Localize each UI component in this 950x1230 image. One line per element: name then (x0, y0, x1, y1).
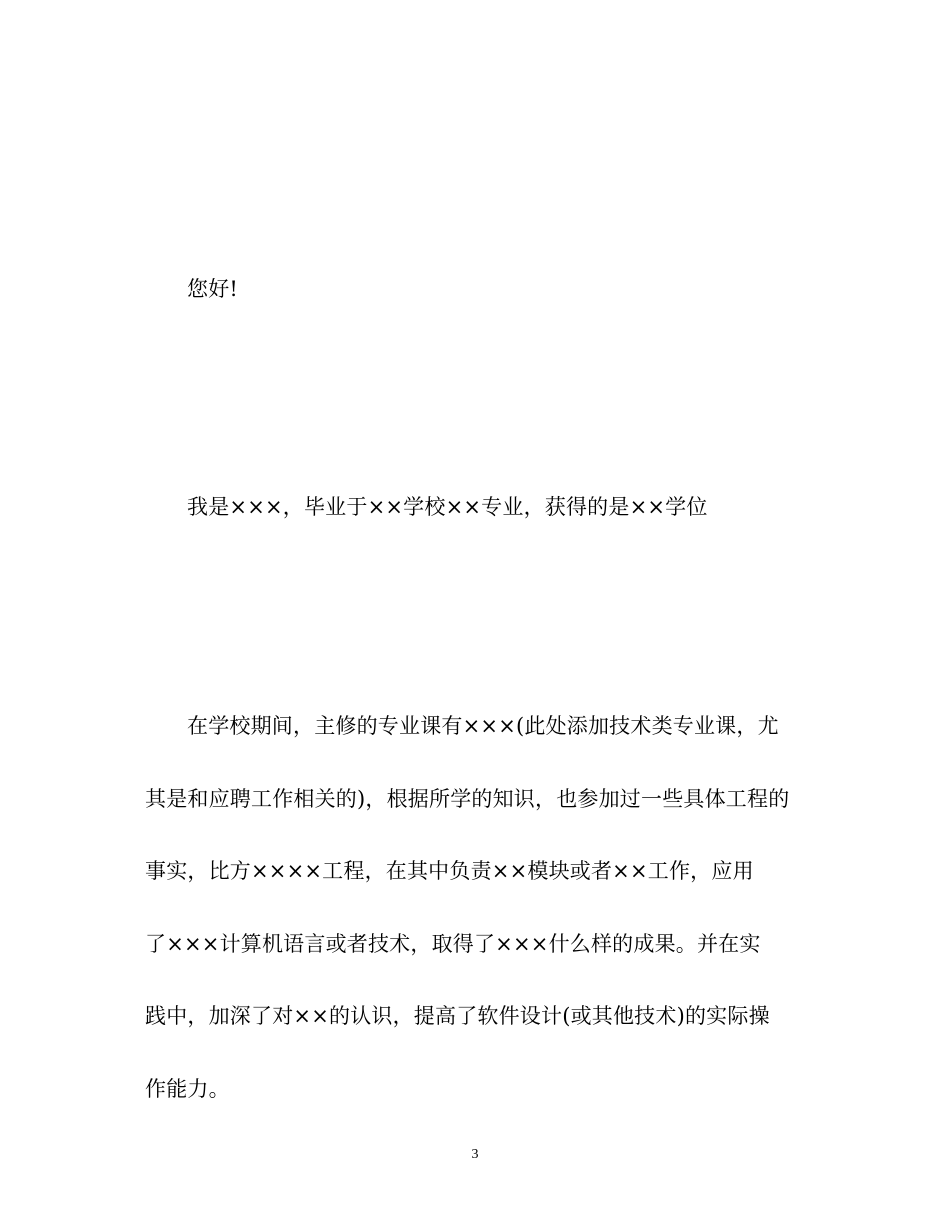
body-line-2: 其是和应聘工作相关的)，根据所学的知识，也参加过一些具体工程的 (145, 787, 790, 811)
greeting-line: 您好! (187, 277, 239, 301)
body-line-3: 事实，比方××××工程，在其中负责××模块或者××工作，应用 (145, 859, 754, 883)
page-number: 3 (471, 1147, 479, 1162)
body-line-4: 了×××计算机语言或者技术，取得了×××什么样的成果。并在实 (145, 932, 761, 956)
intro-line: 我是×××，毕业于××学校××专业，获得的是××学位 (187, 495, 708, 519)
body-line-5: 践中，加深了对××的认识，提高了软件设计(或其他技术)的实际操 (145, 1004, 770, 1028)
body-line-6: 作能力。 (145, 1077, 230, 1101)
body-line-1: 在学校期间，主修的专业课有×××(此处添加技术类专业课，尤 (187, 714, 779, 738)
